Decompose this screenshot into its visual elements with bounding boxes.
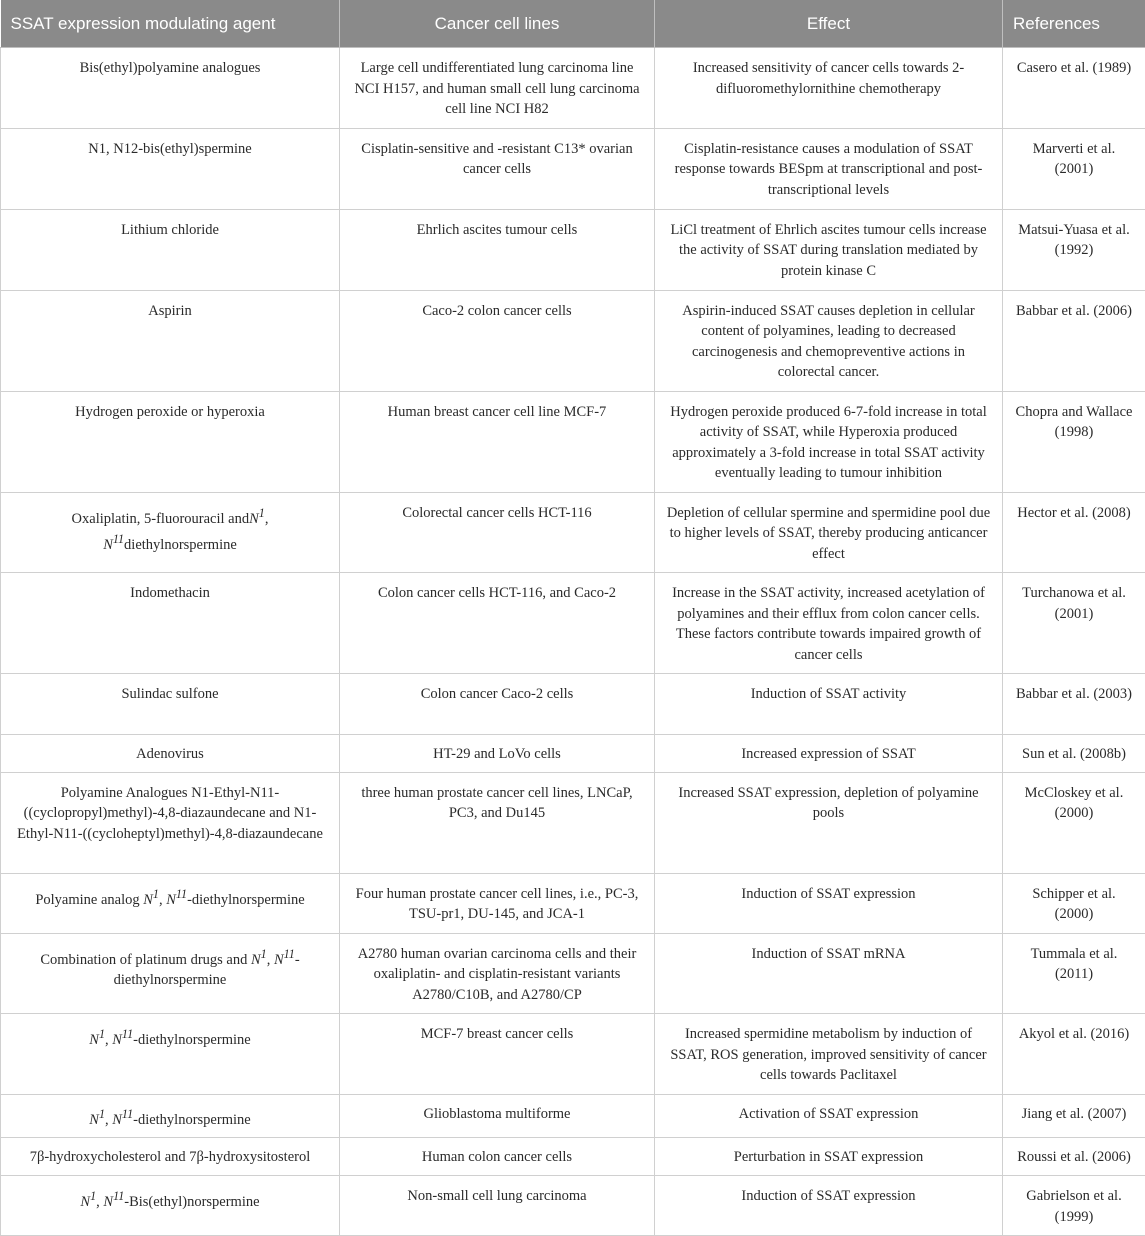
cell-lines-cell: Colon cancer cells HCT-116, and Caco-2 [340,573,655,674]
reference-cell: Jiang et al. (2007) [1003,1095,1145,1138]
agent-cell: 7β-hydroxycholesterol and 7β-hydroxysitosterol [1,1138,340,1176]
table-row [1,1014,1145,1095]
table-row [1,492,1145,573]
effect-cell: Induction of SSAT expression [655,1176,1003,1236]
cell-lines-cell: Colon cancer Caco-2 cells [340,674,655,735]
table-row [1,290,1145,391]
reference-cell: Schipper et al. (2000) [1003,873,1145,933]
agent-cell: Polyamine analog $N^1$, $N^{11}$-diethylnorspermine [1,873,340,933]
reference-cell: Marverti et al. (2001) [1003,128,1145,209]
cell-lines-cell: Four human prostate cancer cell lines, i.e., PC-3, TSU-pr1, DU-145, and JCA-1 [340,873,655,933]
agent-cell: Aspirin [1,290,340,391]
agent-cell: $N^1$, $N^{11}-Bis(ethyl)norspermine$ [1,1176,340,1236]
header-references: References [1003,0,1145,48]
effect-cell: Depletion of cellular spermine and spermidine pool due to higher levels of SSAT, thereby producing anticancer effect [655,492,1003,573]
cell-lines-cell: Glioblastoma multiforme [340,1095,655,1138]
reference-cell: Sun et al. (2008b) [1003,735,1145,773]
effect-cell: Increased sensitivity of cancer cells towards 2-difluoromethylornithine chemotherapy [655,48,1003,129]
reference-cell: Hector et al. (2008) [1003,492,1145,573]
effect-cell: Increase in the SSAT activity, increased acetylation of polyamines and their efflux from colon cancer cells. These factors contribute towards impaired growth of cancer cells [655,573,1003,674]
cell-lines-cell: Colorectal cancer cells HCT-116 [340,492,655,573]
agent-cell: Bis(ethyl)polyamine analogues [1,48,340,129]
header-cell-lines: Cancer cell lines [340,0,655,48]
agent-cell: $N^1$, $N^{11}$-diethylnorspermine [1,1014,340,1095]
reference-cell: Casero et al. (1989) [1003,48,1145,129]
table-row [1,48,1145,129]
cell-lines-cell: A2780 human ovarian carcinoma cells and their oxaliplatin- and cisplatin-resistant variants A2780/C10B, and A2780/CP [340,933,655,1014]
reference-cell: Babbar et al. (2006) [1003,290,1145,391]
effect-cell: Perturbation in SSAT expression [655,1138,1003,1176]
effect-cell: Induction of SSAT mRNA [655,933,1003,1014]
header-row [1,0,1145,48]
effect-cell: Induction of SSAT activity [655,674,1003,735]
effect-cell: Increased spermidine metabolism by induction of SSAT, ROS generation, improved sensitivity of cancer cells towards Paclitaxel [655,1014,1003,1095]
reference-cell: Gabrielson et al. (1999) [1003,1176,1145,1236]
table-row [1,873,1145,933]
effect-cell: Activation of SSAT expression [655,1095,1003,1138]
cell-lines-cell: Large cell undifferentiated lung carcinoma line NCI H157, and human small cell lung carcinoma cell line NCI H82 [340,48,655,129]
effect-cell: Hydrogen peroxide produced 6-7-fold increase in total activity of SSAT, while Hyperoxia produced approximately a 3-fold increase in total SSAT activity eventually leading to tumour inhibition [655,391,1003,492]
agent-cell: Oxaliplatin, 5-fluorouracil andN$^1$, $N^{11}diethylnorspermine$ [1,492,340,573]
reference-cell: Matsui-Yuasa et al. (1992) [1003,209,1145,290]
cell-lines-cell: three human prostate cancer cell lines, LNCaP, PC3, and Du145 [340,772,655,873]
cell-lines-cell: Non-small cell lung carcinoma [340,1176,655,1236]
table-row [1,735,1145,773]
agent-cell: Indomethacin [1,573,340,674]
cell-lines-cell: MCF-7 breast cancer cells [340,1014,655,1095]
table-row [1,128,1145,209]
header-agent: SSAT expression modulating agent [1,0,340,48]
cell-lines-cell: Cisplatin-sensitive and -resistant C13* ovarian cancer cells [340,128,655,209]
table-row [1,573,1145,674]
effect-cell: Cisplatin-resistance causes a modulation of SSAT response towards BESpm at transcriptional and post-transcriptional levels [655,128,1003,209]
reference-cell: McCloskey et al. (2000) [1003,772,1145,873]
agent-cell: N1, N12-bis(ethyl)spermine [1,128,340,209]
table-row [1,674,1145,735]
table-row [1,772,1145,873]
cell-lines-cell: Caco-2 colon cancer cells [340,290,655,391]
cell-lines-cell: Human breast cancer cell line MCF-7 [340,391,655,492]
reference-cell: Akyol et al. (2016) [1003,1014,1145,1095]
table-row [1,933,1145,1014]
cell-lines-cell: Ehrlich ascites tumour cells [340,209,655,290]
effect-cell: Induction of SSAT expression [655,873,1003,933]
effect-cell: Increased SSAT expression, depletion of polyamine pools [655,772,1003,873]
cell-lines-cell: HT-29 and LoVo cells [340,735,655,773]
reference-cell: Turchanowa et al. (2001) [1003,573,1145,674]
table-row [1,209,1145,290]
agent-cell: $N^1$, $N^{11}$-diethylnorspermine [1,1095,340,1138]
table-row [1,1176,1145,1236]
reference-cell: Roussi et al. (2006) [1003,1138,1145,1176]
agent-cell: Polyamine Analogues N1-Ethyl-N11-((cyclopropyl)methyl)-4,8-diazaundecane and N1-Ethyl-N11-((cycloheptyl)methyl)-4,8-diazaundecane [1,772,340,873]
cell-lines-cell: Human colon cancer cells [340,1138,655,1176]
reference-cell: Chopra and Wallace (1998) [1003,391,1145,492]
table-row [1,1095,1145,1138]
effect-cell: LiCl treatment of Ehrlich ascites tumour cells increase the activity of SSAT during translation mediated by protein kinase C [655,209,1003,290]
agent-cell: Adenovirus [1,735,340,773]
table-row [1,391,1145,492]
agent-cell: Combination of platinum drugs and $N^1$, $N^{11}$-diethylnorspermine [1,933,340,1014]
reference-cell: Babbar et al. (2003) [1003,674,1145,735]
header-effect: Effect [655,0,1003,48]
effect-cell: Aspirin-induced SSAT causes depletion in cellular content of polyamines, leading to decreased carcinogenesis and chemopreventive actions in colorectal cancer. [655,290,1003,391]
effect-cell: Increased expression of SSAT [655,735,1003,773]
agent-cell: Lithium chloride [1,209,340,290]
reference-cell: Tummala et al. (2011) [1003,933,1145,1014]
agent-cell: Hydrogen peroxide or hyperoxia [1,391,340,492]
table-row [1,1138,1145,1176]
agent-cell: Sulindac sulfone [1,674,340,735]
